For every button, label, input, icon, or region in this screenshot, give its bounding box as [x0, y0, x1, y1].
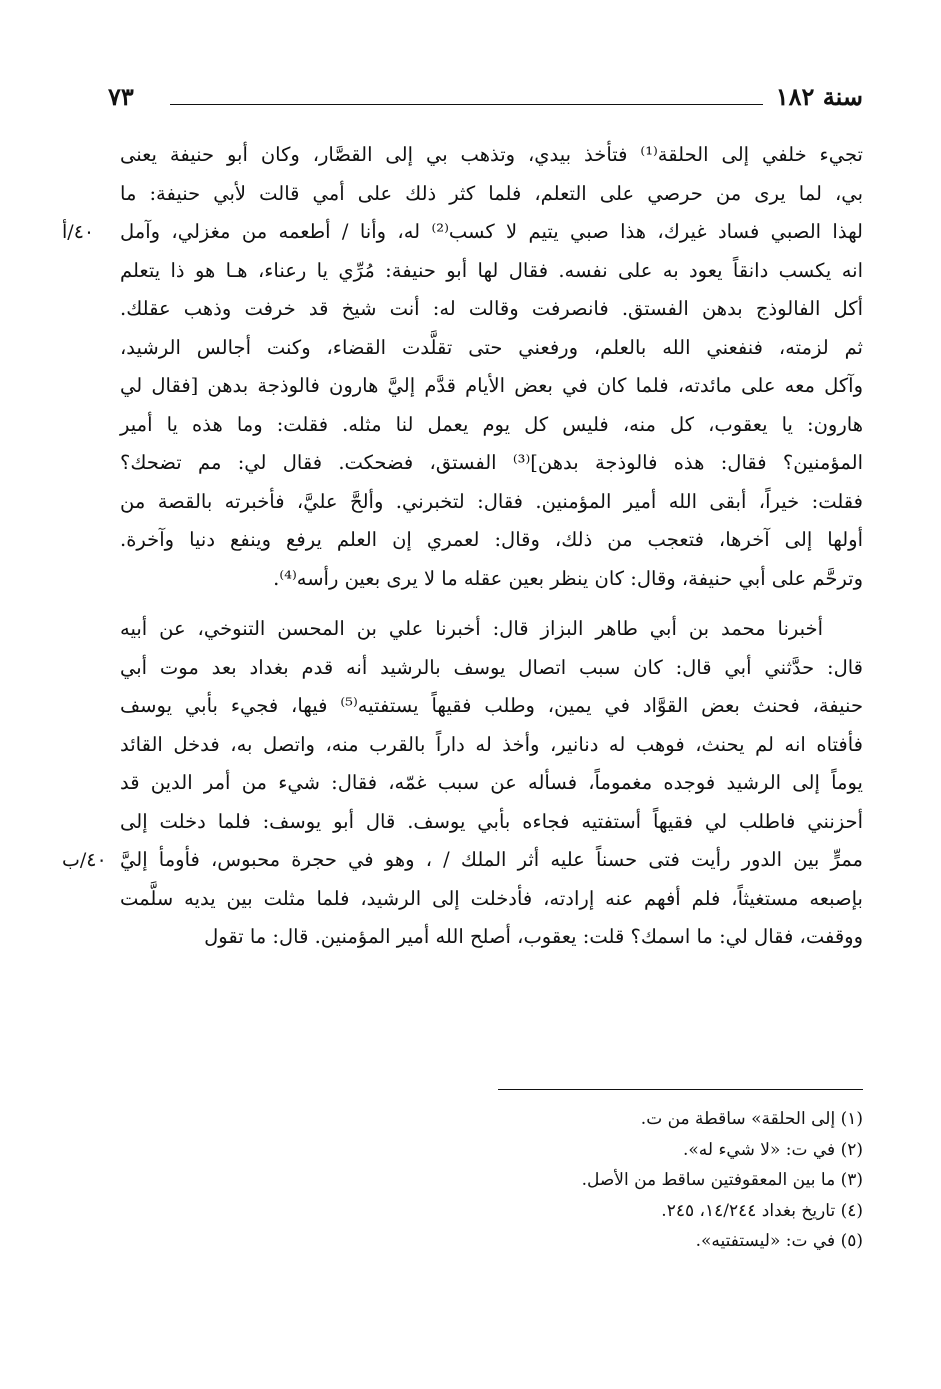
text-line: وترحَّم على أبي حنيفة، وقال: كان ينظر بعين عقله ما لا يرى بعين رأسه⁽⁴⁾.: [273, 566, 863, 590]
folio-margin-note: ٤٠/أ: [62, 221, 95, 243]
text-line: فقلت: خيراً، أبقى الله أمير المؤمنين. فقال: لتخبرني. وألحَّ عليَّ، فأخبرته بالقصة من: [120, 489, 863, 513]
footnote-separator: [498, 1089, 863, 1090]
page-number: ٧٣: [108, 82, 134, 111]
text-line: هارون: يا يعقوب، كل منه، فليس كل يوم يعمل لنا مثله. فقلت: وما هذه يا أمير: [120, 412, 863, 436]
text-line: يوماً إلى الرشيد فوجده مغموماً، فسأله عن سبب غمّه، فقال: شيء من أمر الدين قد: [120, 771, 863, 794]
footnote: (٤) تاريخ بغداد ١٤/٢٤٤، ٢٤٥.: [661, 1200, 863, 1221]
folio-margin-note: ٤٠/ب: [62, 849, 107, 871]
footnote: (١) إلى الحلقة» ساقطة من ت.: [640, 1109, 863, 1129]
text-line: المؤمنين؟ فقال: هذه فالوذجة بدهن]⁽³⁾ الفستق، فضحكت. فقال لي: مم تضحك؟: [120, 451, 863, 474]
running-header: [108, 82, 863, 116]
footnote: (٢) في ت: «لا شيء له».: [682, 1139, 863, 1160]
text-line: بي، لما يرى من حرصي على التعلم، فلما كثر ذلك على أمي قالت لأبي حنيفة: ما: [120, 181, 863, 205]
text-line: تجيء خلفي إلى الحلقة⁽¹⁾ فتأخذ بيدي، وتذهب بي إلى القصَّار، وكان أبو حنيفة يعنى: [120, 143, 863, 166]
footnotes: [582, 1104, 863, 1257]
header-rule: [170, 104, 763, 105]
text-line: ثم لزمته، فنفعني الله بالعلم، ورفعني حتى تقلَّدت القضاء، وكنت أجالس الرشيد،: [120, 335, 863, 359]
paragraph: [62, 610, 863, 957]
text-line: ممرٍّ بين الدور رأيت فتى حسناً عليه أثر الملك / ، وهو في حجرة محبوس، فأومأ إليَّ ٤٠/ب: [120, 841, 863, 880]
text-line: ووقفت، فقال لي: ما اسمك؟ قلت: يعقوب، أصلح الله أمير المؤمنين. قال: ما تقول: [204, 925, 863, 948]
running-head-year: سنة ١٨٢: [775, 82, 863, 111]
footnote: (٥) في ت: «ليستفتيه».: [695, 1231, 863, 1251]
text-line: فأفتاه انه لم يحنث، فوهب له دنانير، وأخذ له داراً بالقرب منه، واتصل به، فدخل القائد: [120, 732, 863, 756]
text-line: أحزنني فاطلب لي فقيهاً أستفتيه فجاءه بأبي يوسف. قال أبو يوسف: فلما دخلت إلى: [120, 809, 863, 833]
text-line: وآكل معه على مائدته، فلما كان في بعض الأيام قدَّم إليَّ هارون فالوذجة بدهن [فقال لي: [120, 374, 863, 397]
text-line: لهذا الصبي فساد غيرك، هذا صبي يتيم لا كسب⁽²⁾ له، وأنا / أطعمه من مغزلي، وآمل ٤٠/أ: [120, 213, 863, 252]
text-line: بإصبعه مستغيثاً، فلم أفهم عنه إرادته، فأدخلت إلى الرشيد، فلما مثلت بين يديه سلَّمت: [120, 886, 863, 910]
paragraph: [62, 136, 863, 598]
text-line: أولها إلى آخرها، فتعجب من ذلك، وقال: لعمري إن العلم يرفع وينفع دنيا وآخرة.: [120, 528, 863, 551]
footnote: (٣) ما بين المعقوفتين ساقط من الأصل.: [581, 1170, 863, 1190]
text-line: انه يكسب دانقاً يعود به على نفسه. فقال لها أبو حنيفة: مُرِّي يا رعناء، هـا هو ذا يتعلم: [120, 258, 863, 282]
text-line: أخبرنا محمد بن أبي طاهر البزاز قال: أخبرنا علي بن المحسن التنوخي، عن أبيه: [120, 617, 823, 640]
text-line: قال: حدَّثني أبي قال: كان سبب اتصال يوسف بالرشيد أنه قدم بغداد بعد موت أبي: [120, 655, 863, 679]
main-text: [62, 136, 863, 957]
text-line: حنيفة، فحنث بعض القوَّاد في يمين، وطلب فقيهاً يستفتيه⁽⁵⁾ فيها، فجيء بأبي يوسف: [120, 694, 863, 717]
text-line: أكل الفالوذج بدهن الفستق. فانصرفت وقالت له: أنت شيخ قد خرفت وذهب عقلك.: [120, 297, 863, 320]
